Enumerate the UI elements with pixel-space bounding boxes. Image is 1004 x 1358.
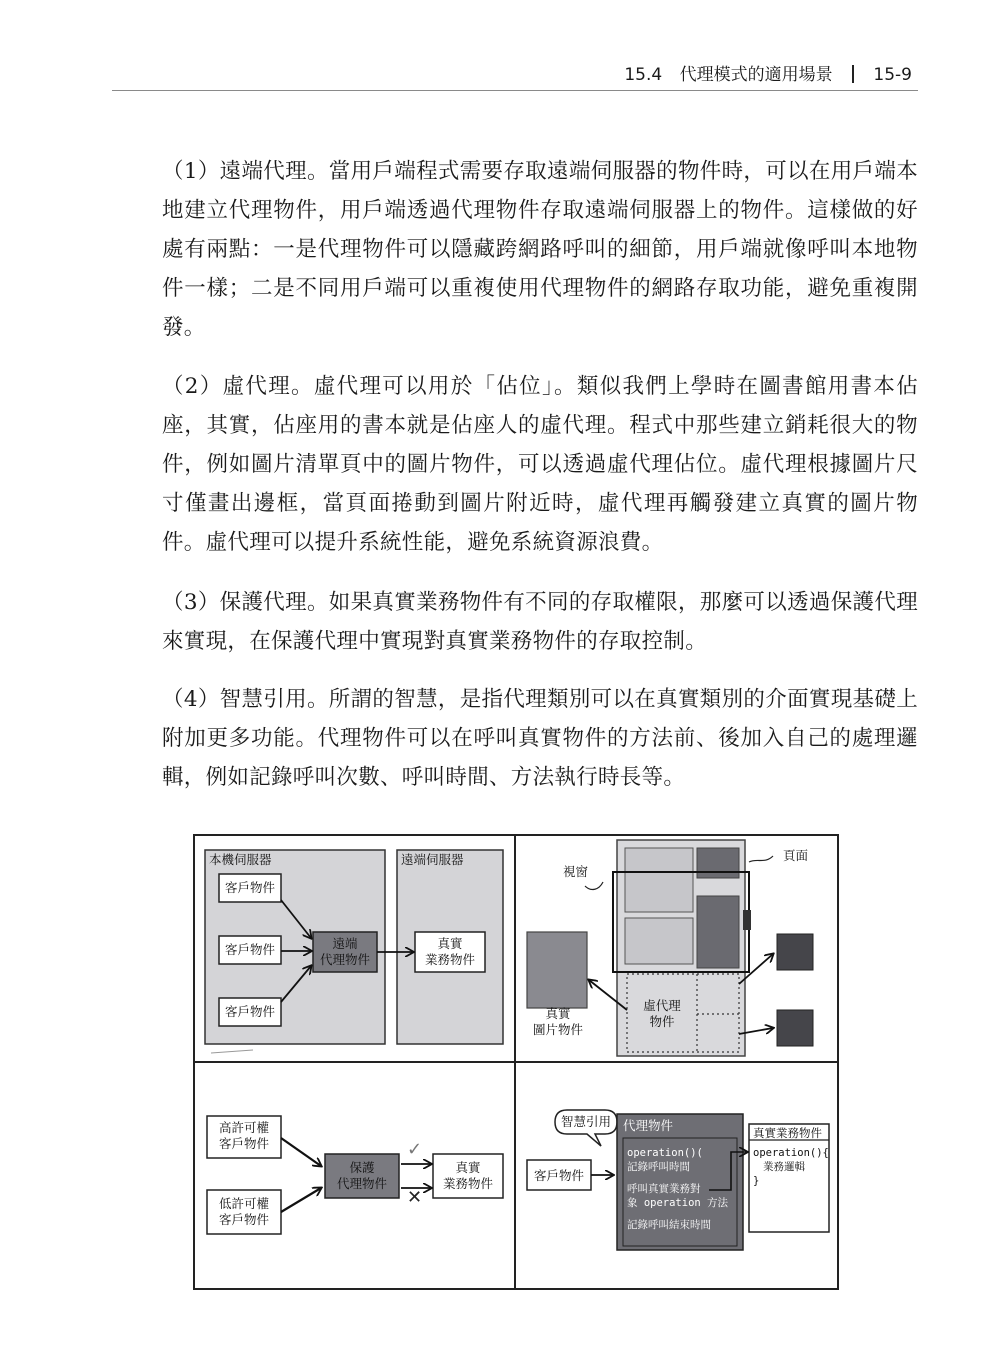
window-label: 視窗	[563, 864, 589, 879]
image-block	[697, 848, 739, 878]
smart-reference-label: 智慧引用	[560, 1114, 611, 1129]
client-label: 客戶物件	[224, 1004, 275, 1019]
real-object-label: 真實	[455, 1160, 481, 1175]
real-object-label: 業務物件	[424, 952, 475, 967]
paragraph-smart-reference	[118, 680, 918, 797]
section-title: 代理模式的適用場景	[679, 65, 833, 85]
real-object-title: 真實業務物件	[753, 1126, 822, 1140]
code-line: }	[753, 1175, 760, 1187]
code-line: 記錄呼叫結束時間	[627, 1219, 711, 1231]
real-image-box	[527, 932, 587, 1008]
client-label: 客戶物件	[224, 880, 275, 895]
loaded-image	[777, 934, 813, 970]
paragraph-text: （1）遠端代理。當用戶端程式需要存取遠端伺服器的物件時，可以在用戶端本地建立代理物件，用戶端透過代理物件存取遠端伺服器上的物件。這樣做的好處有兩點：一是代理物件可以隱藏跨網路呼叫的細節，用戶端就像呼叫本地物件一樣；二是不同用戶端可以重複使用代理物件的網路存取功能，避免重複開發。	[162, 159, 918, 340]
virtual-proxy-label: 物件	[649, 1014, 675, 1029]
proxy-label: 代理物件	[319, 952, 370, 967]
paragraph-text: （3）保護代理。如果真實業務物件有不同的存取權限，那麼可以透過保護代理來實現，在保護代理中實現對真實業務物件的存取控制。	[162, 590, 918, 654]
code-line: 象 operation 方法	[627, 1197, 729, 1209]
code-line: 業務邏輯	[763, 1161, 805, 1173]
protection-proxy-label: 保護	[349, 1160, 375, 1175]
proxy-label: 遠端	[332, 936, 358, 951]
code-line: operation()(	[627, 1147, 703, 1159]
proxy-object-title: 代理物件	[623, 1118, 674, 1133]
remote-server-label: 遠端伺服器	[401, 852, 464, 867]
loaded-image	[777, 1010, 813, 1046]
check-icon: ✓	[407, 1139, 423, 1160]
code-line: 記錄呼叫時間	[627, 1161, 690, 1173]
client-label: 客戶物件	[224, 942, 275, 957]
scrollbar-thumb	[743, 910, 751, 930]
page-number: 15-9	[873, 65, 912, 85]
real-image-label: 真實	[545, 1006, 571, 1021]
cross-icon: ✕	[407, 1187, 423, 1208]
high-permission-label: 客戶物件	[218, 1136, 269, 1151]
paragraph-virtual-proxy	[118, 367, 918, 562]
image-block	[697, 896, 739, 968]
diagram-canvas	[193, 834, 839, 1290]
image-block	[625, 918, 693, 964]
running-header	[112, 58, 918, 91]
paragraph-remote-proxy	[118, 152, 918, 347]
page-label: 頁面	[783, 848, 809, 863]
section-number: 15.4	[624, 65, 663, 85]
code-line: 呼叫真實業務對	[627, 1183, 701, 1195]
header-separator	[852, 65, 854, 83]
real-image-label: 圖片物件	[532, 1022, 583, 1037]
local-server-label: 本機伺服器	[209, 852, 272, 867]
image-block	[625, 848, 693, 912]
paragraph-text: （2）虛代理。虛代理可以用於「佔位」。類似我們上學時在圖書館用書本佔座，其實，佔座用的書本就是佔座人的虛代理。程式中那些建立銷耗很大的物件，例如圖片清單頁中的圖片物件，可以透過虛代理佔位。虛代理根據圖片尺寸僅畫出邊框，當頁面捲動到圖片附近時，虛代理再觸發建立真實的圖片物件。虛代理可以提升系統性能，避免系統資源浪費。	[162, 374, 918, 555]
real-object-label: 業務物件	[442, 1176, 493, 1191]
low-permission-label: 客戶物件	[218, 1212, 269, 1227]
low-permission-label: 低許可權	[218, 1196, 269, 1211]
paragraph-protection-proxy	[118, 583, 918, 661]
high-permission-label: 高許可權	[218, 1120, 269, 1135]
real-object-label: 真實	[437, 936, 463, 951]
code-line: operation(){	[753, 1147, 829, 1159]
virtual-proxy-label: 虛代理	[643, 998, 681, 1013]
proxy-diagram-figure	[193, 834, 839, 1290]
client-label: 客戶物件	[533, 1168, 584, 1183]
protection-proxy-label: 代理物件	[336, 1176, 387, 1191]
paragraph-text: （4）智慧引用。所謂的智慧，是指代理類別可以在真實類別的介面實現基礎上附加更多功能。代理物件可以在呼叫真實物件的方法前、後加入自己的處理邏輯，例如記錄呼叫次數、呼叫時間、方法執行時長等。	[162, 687, 918, 790]
